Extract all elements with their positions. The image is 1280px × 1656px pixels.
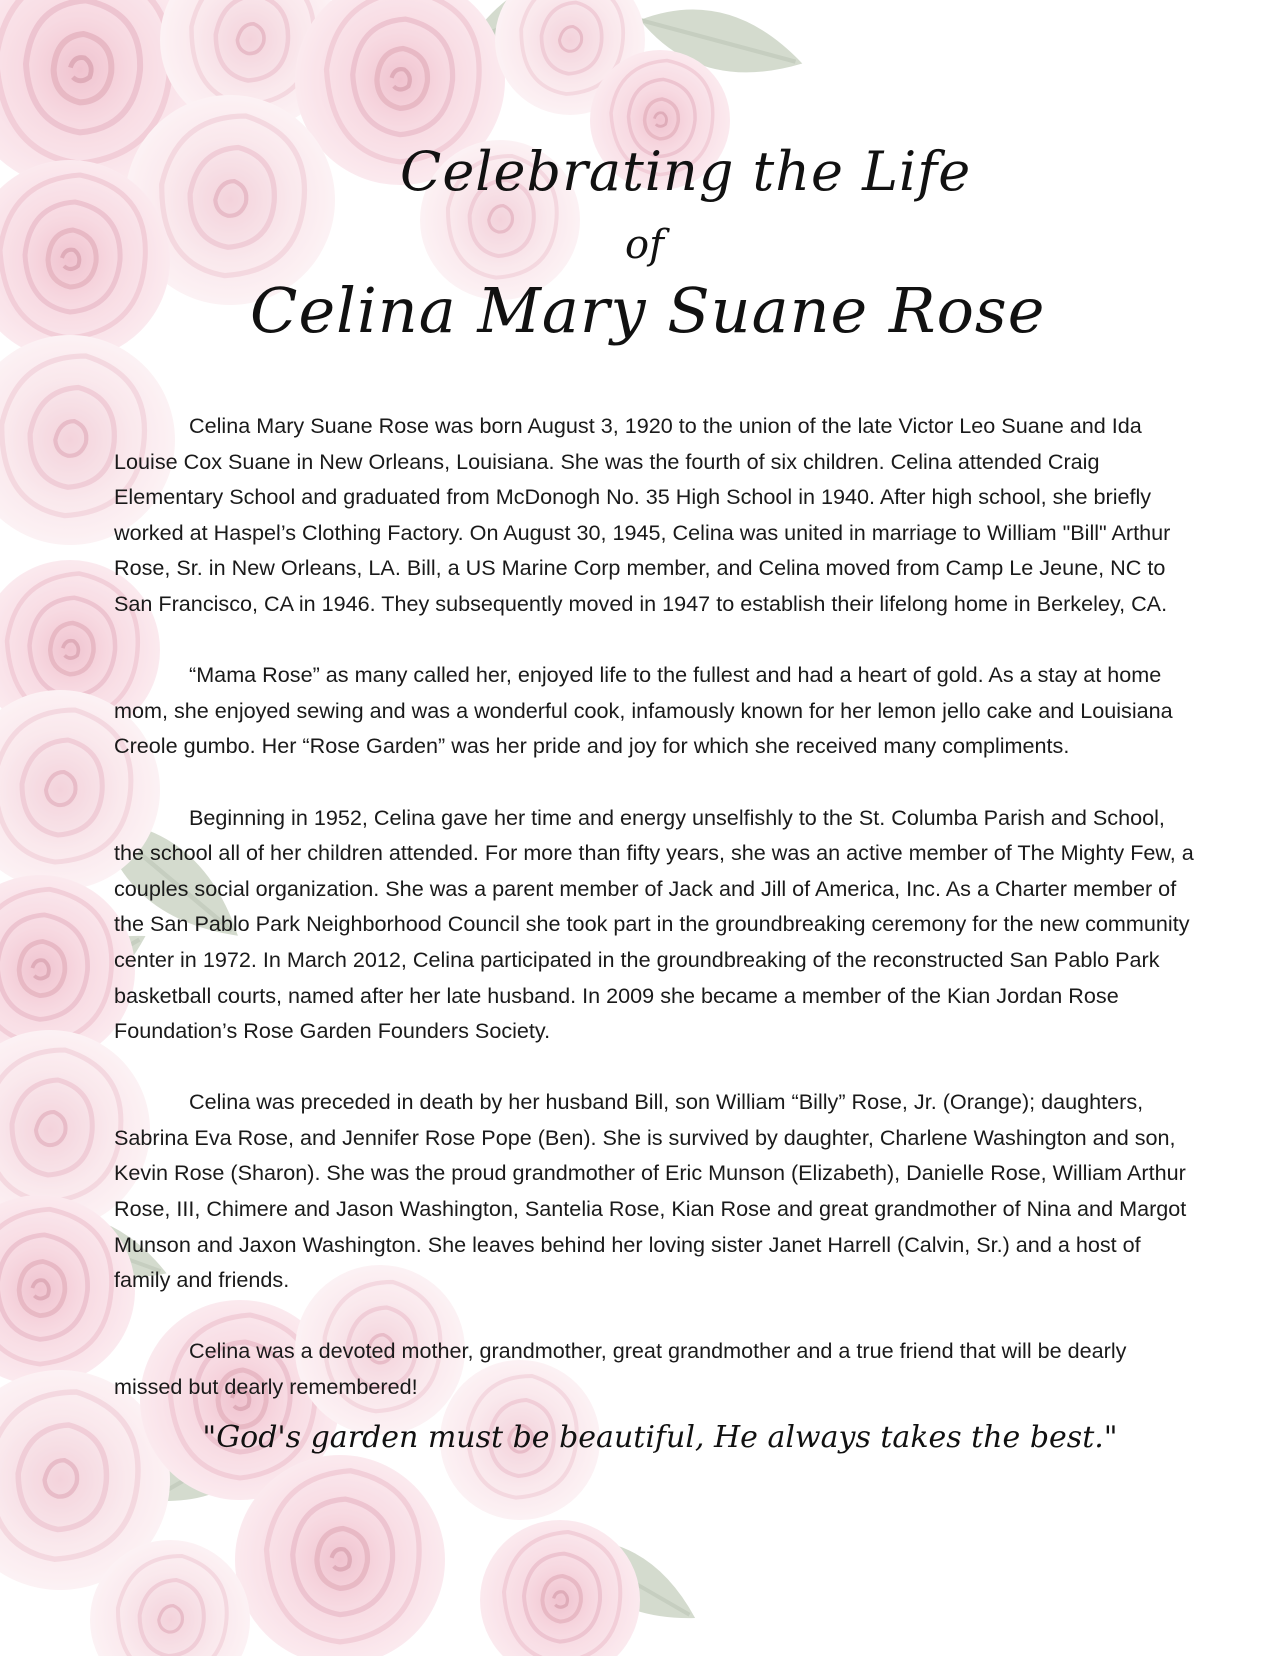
title-block: [230, 112, 1050, 382]
title-of: of: [625, 222, 664, 268]
closing-quote: "God's garden must be beautiful, He always takes the best.": [202, 1420, 1118, 1455]
obituary-text: [114, 408, 1196, 1440]
paragraph-family: Celina was preceded in death by her husband Bill, son William “Billy” Rose, Jr. (Orange); daughters, Sabrina Eva Rose, and Jennifer Rose Pope (Ben). She is survived by daughter, Charlene Washington and son, Kevin Rose (Sharon). She was the proud grandmother of Eric Munson (Elizabeth), Danielle Rose, William Arthur Rose, III, Chimere and Jason Washington, Santelia Rose, Kian Rose and great grandmother of Nina and Margot Munson and Jaxon Washington. She leaves behind her loving sister Janet Harrell (Calvin, Sr.) and a host of family and friends.: [114, 1089, 1187, 1293]
title-name: Celina Mary Suane Rose: [250, 274, 1046, 347]
paragraph-community: Beginning in 1952, Celina gave her time and energy unselfishly to the St. Columba Parish and School, the school all of her children attended. For more than fifty years, she was an active member of The Mighty Few, a couples social organization. She was a parent member of Jack and Jill of America, Inc. As a Charter member of the San Pablo Park Neighborhood Council she took part in the groundbreaking ceremony for the new community center in 1972. In March 2012, Celina participated in the groundbreaking of the reconstructed San Pablo Park basketball courts, named after her late husband. In 2009 she became a member of the Kian Jordan Rose Foundation’s Rose Garden Founders Society.: [114, 804, 1194, 1044]
title-celebrating: Celebrating the Life: [400, 140, 972, 203]
paragraph-mama-rose: “Mama Rose” as many called her, enjoyed life to the fullest and had a heart of gold. As a stay at home mom, she enjoyed sewing and was a wonderful cook, infamously known for her lemon jello cake and Louisiana Creole gumbo. Her “Rose Garden” was her pride and joy for which she received many compliments.: [114, 662, 1173, 759]
paragraph-biography: Celina Mary Suane Rose was born August 3, 1920 to the union of the late Victor Leo Suane and Ida Louise Cox Suane in New Orleans, Louisiana. She was the fourth of six children. Celina attended Craig Elementary School and graduated from McDonogh No. 35 High School in 1940. After high school, she briefly worked at Haspel’s Clothing Factory. On August 30, 1945, Celina was united in marriage to William "Bill" Arthur Rose, Sr. in New Orleans, LA. Bill, a US Marine Corp member, and Celina moved from Camp Le Jeune, NC to San Francisco, CA in 1946. They subsequently moved in 1947 to establish their lifelong home in Berkeley, CA.: [114, 413, 1171, 616]
paragraph-closing: Celina was a devoted mother, grandmother, great grandmother and a true friend that will be dearly missed but dearly remembered!: [114, 1338, 1127, 1400]
